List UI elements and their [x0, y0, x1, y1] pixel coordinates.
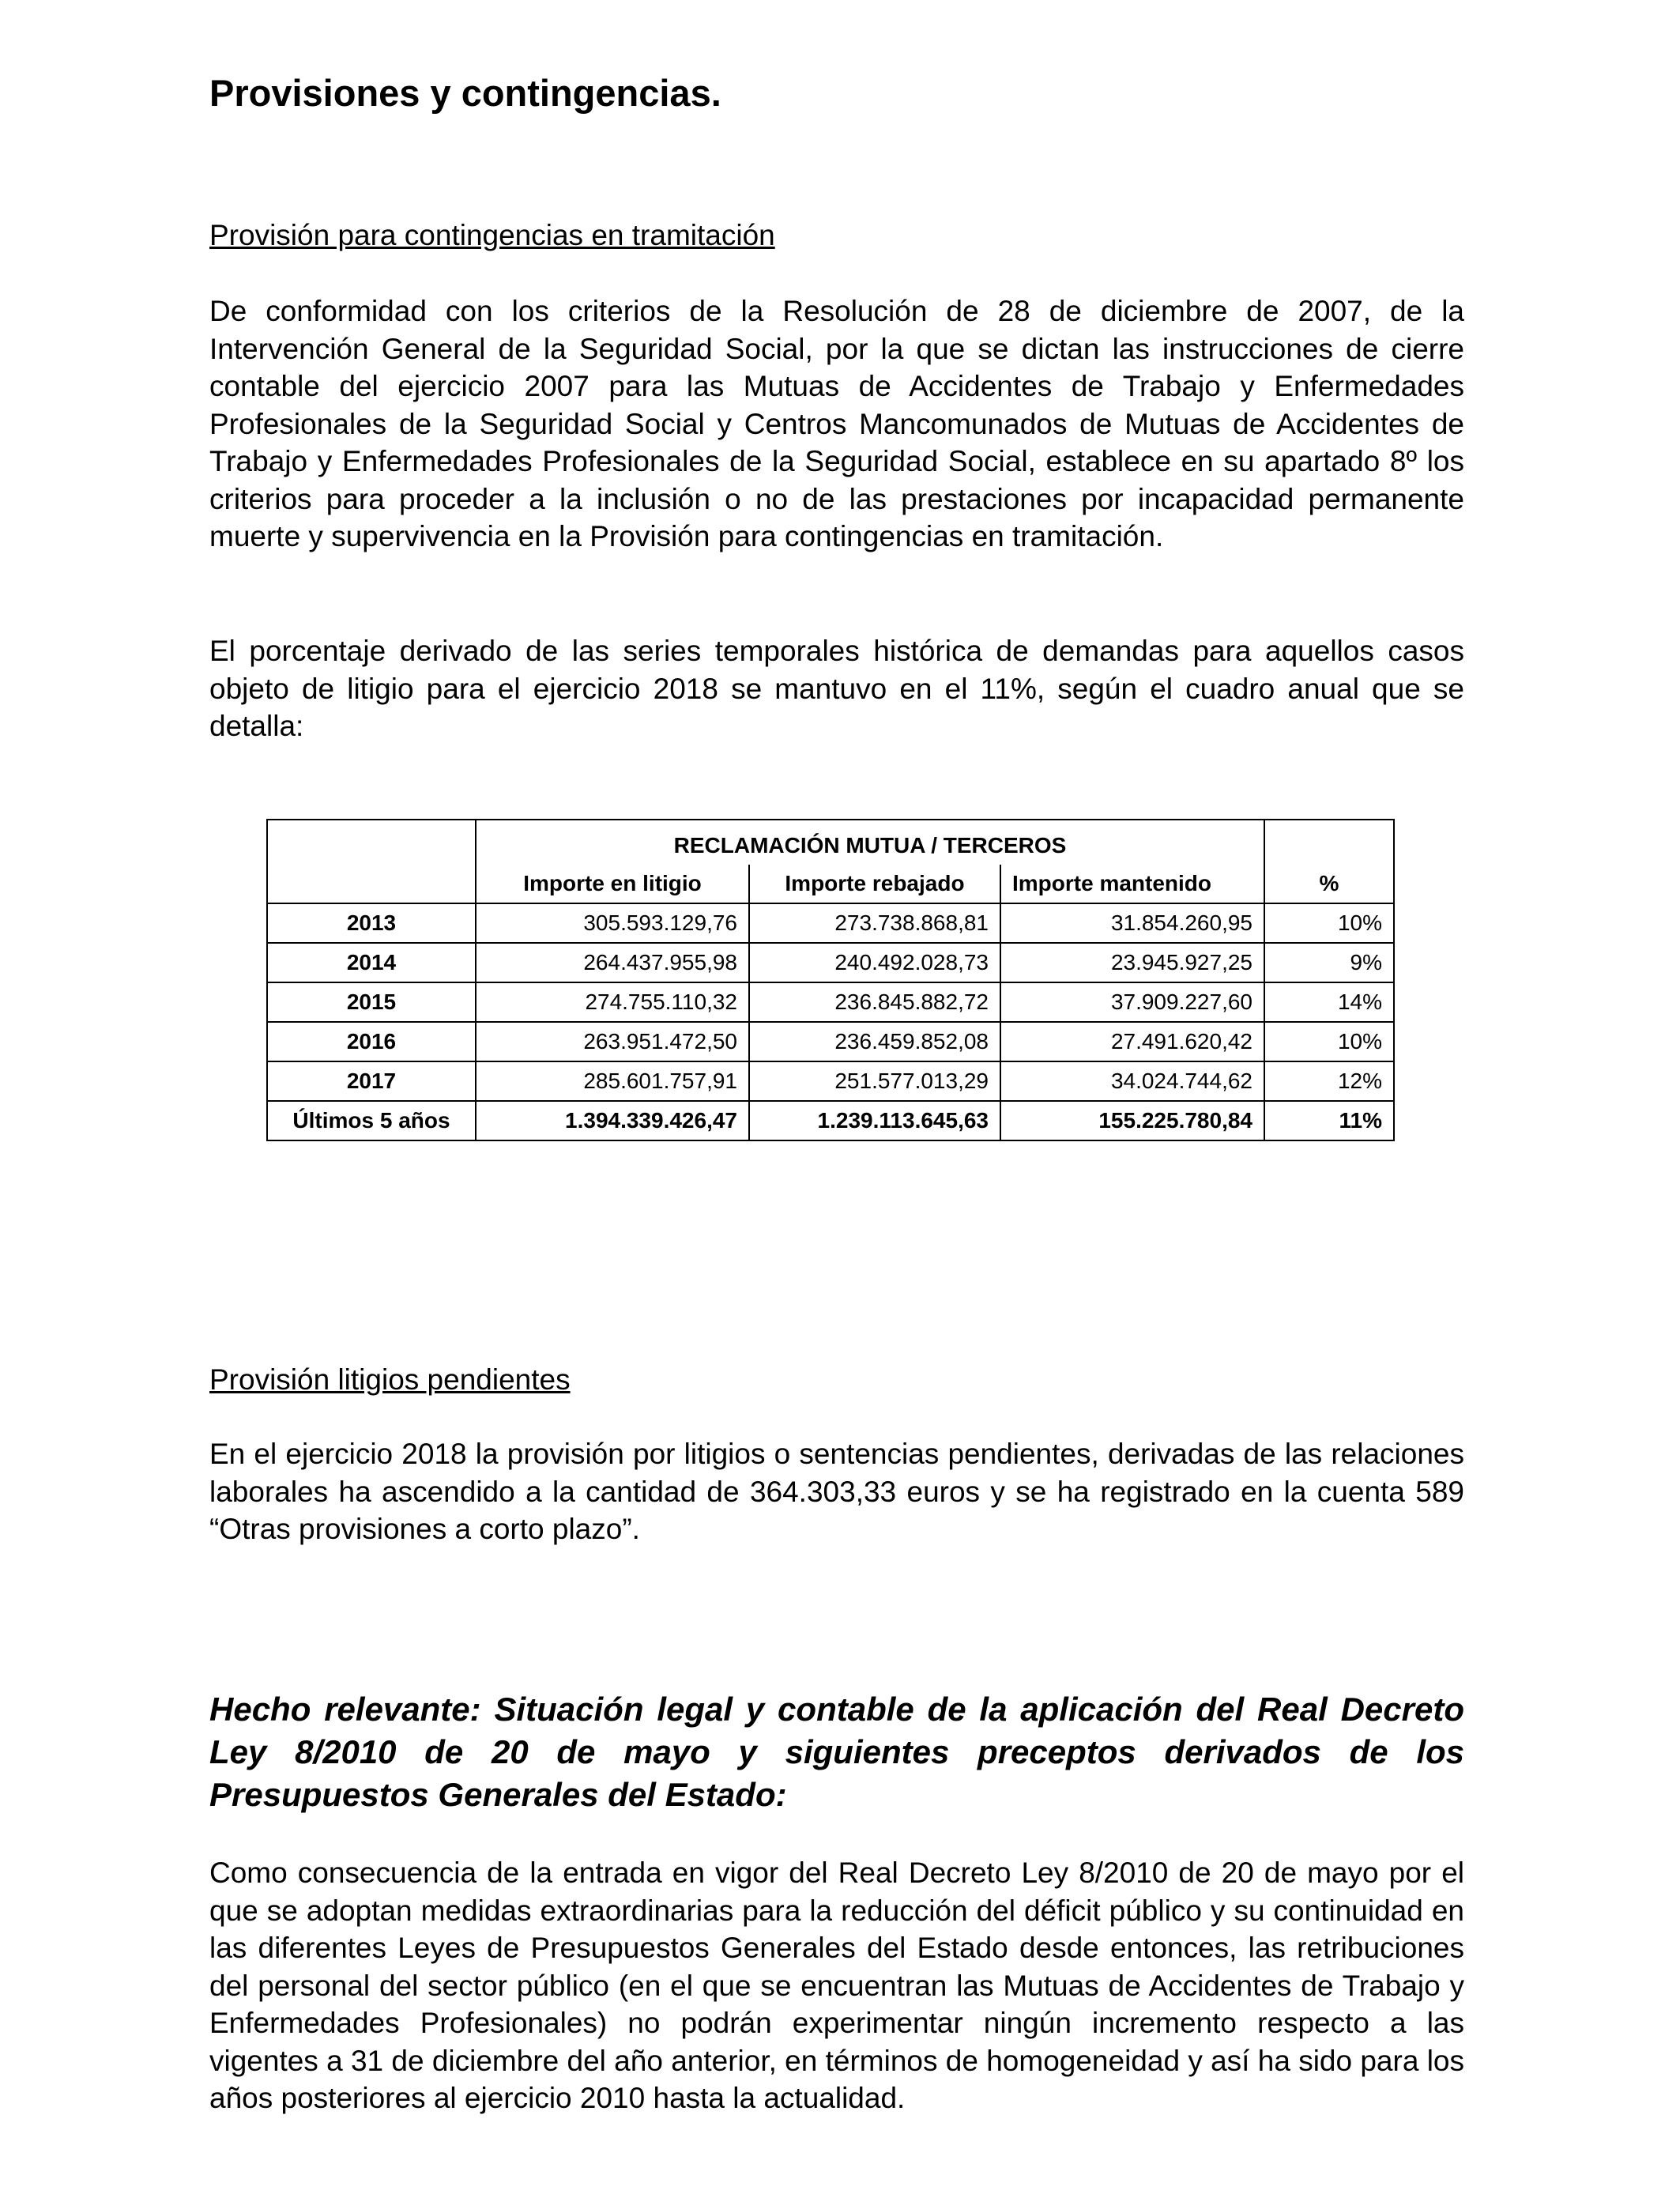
cell-litigio: 263.951.472,50: [476, 1022, 749, 1061]
paragraph-real-decreto: Como consecuencia de la entrada en vigor del Real Decreto Ley 8/2010 de 20 de mayo por el que se adoptan medidas extraordinarias para la reducción del déficit público y su continuidad en las diferentes Leyes de Presupuestos Generales del Estado desde entonces, las retribuciones del personal del sector público (en el que se encuentran las Mutuas de Accidentes de Trabajo y Enfermedades Profesionales) no podrán experimentar ningún incremento respecto a las vigentes a 31 de diciembre del año anterior, en términos de homogeneidad y así ha sido para los años posteriores al ejercicio 2010 hasta la actualidad.: [209, 1857, 1464, 2114]
table-row: [267, 1022, 1394, 1061]
table-header-row-2: [267, 865, 1394, 903]
cell-pct: 10%: [1264, 1022, 1394, 1061]
total-pct: 11%: [1264, 1101, 1394, 1140]
row-year: 2017: [267, 1061, 476, 1101]
cell-mantenido: 23.945.927,25: [1000, 943, 1264, 982]
column-header: Importe rebajado: [749, 865, 1000, 903]
cell-rebajado: 236.845.882,72: [749, 982, 1000, 1022]
paragraph-litigios: En el ejercicio 2018 la provisión por litigios o sentencias pendientes, derivadas de las relaciones laborales ha ascendido a la cantidad de 364.303,33 euros y se ha registrado en la cuenta 589 “Otras provisiones a corto plazo”.: [209, 1438, 1464, 1545]
table-row: [267, 943, 1394, 982]
section-heading-contingencias: Provisión para contingencias en tramitación: [209, 219, 775, 251]
row-year: 2015: [267, 982, 476, 1022]
cell-litigio: 305.593.129,76: [476, 903, 749, 943]
paragraph-resolucion: De conformidad con los criterios de la Resolución de 28 de diciembre de 2007, de la Intervención General de la Seguridad Social, por la que se dictan las instrucciones de cierre contable del ejercicio 2007 para las Mutuas de Accidentes de Trabajo y Enfermedades Profesionales de la Seguridad Social y Centros Mancomunados de Mutuas de Accidentes de Trabajo y Enfermedades Profesionales de la Seguridad Social, establece en su apartado 8º los criterios para proceder a la inclusión o no de las prestaciones por incapacidad permanente muerte y supervivencia en la Provisión para contingencias en tramitación.: [209, 295, 1464, 552]
table-row: [267, 1061, 1394, 1101]
cell-mantenido: 37.909.227,60: [1000, 982, 1264, 1022]
table-row: [267, 982, 1394, 1022]
cell-pct: 12%: [1264, 1061, 1394, 1101]
cell-rebajado: 251.577.013,29: [749, 1061, 1000, 1101]
total-litigio: 1.394.339.426,47: [476, 1101, 749, 1140]
cell-mantenido: 31.854.260,95: [1000, 903, 1264, 943]
page-title: Provisiones y contingencias.: [209, 72, 721, 114]
row-year: 2013: [267, 903, 476, 943]
cell-litigio: 274.755.110,32: [476, 982, 749, 1022]
column-header: %: [1264, 865, 1394, 903]
cell-pct: 9%: [1264, 943, 1394, 982]
column-header: Importe en litigio: [476, 865, 749, 903]
reclamacion-table-wrapper: [266, 819, 1395, 1141]
table-row: [267, 903, 1394, 943]
row-year: 2016: [267, 1022, 476, 1061]
table-group-header: RECLAMACIÓN MUTUA / TERCEROS: [476, 820, 1264, 865]
cell-pct: 10%: [1264, 903, 1394, 943]
column-header: Importe mantenido: [1000, 865, 1264, 903]
cell-rebajado: 240.492.028,73: [749, 943, 1000, 982]
reclamacion-table: [266, 819, 1395, 1141]
cell-mantenido: 27.491.620,42: [1000, 1022, 1264, 1061]
total-mantenido: 155.225.780,84: [1000, 1101, 1264, 1140]
cell-pct: 14%: [1264, 982, 1394, 1022]
paragraph-porcentaje: El porcentaje derivado de las series temporales histórica de demandas para aquellos casos objeto de litigio para el ejercicio 2018 se mantuvo en el 11%, según el cuadro anual que se detalla:: [209, 635, 1464, 742]
cell-rebajado: 236.459.852,08: [749, 1022, 1000, 1061]
total-rebajado: 1.239.113.645,63: [749, 1101, 1000, 1140]
cell-mantenido: 34.024.744,62: [1000, 1061, 1264, 1101]
section-heading-litigios: Provisión litigios pendientes: [209, 1363, 571, 1396]
table-total-row: [267, 1101, 1394, 1140]
row-year: 2014: [267, 943, 476, 982]
section-heading-hecho-relevante: Hecho relevante: Situación legal y contable de la aplicación del Real Decreto Ley 8/2010 de 20 de mayo y siguientes preceptos derivados de los Presupuestos Generales del Estado:: [209, 1691, 1464, 1813]
cell-litigio: 264.437.955,98: [476, 943, 749, 982]
cell-litigio: 285.601.757,91: [476, 1061, 749, 1101]
total-label: Últimos 5 años: [267, 1101, 476, 1140]
table-header-row-1: [267, 820, 1394, 865]
cell-rebajado: 273.738.868,81: [749, 903, 1000, 943]
